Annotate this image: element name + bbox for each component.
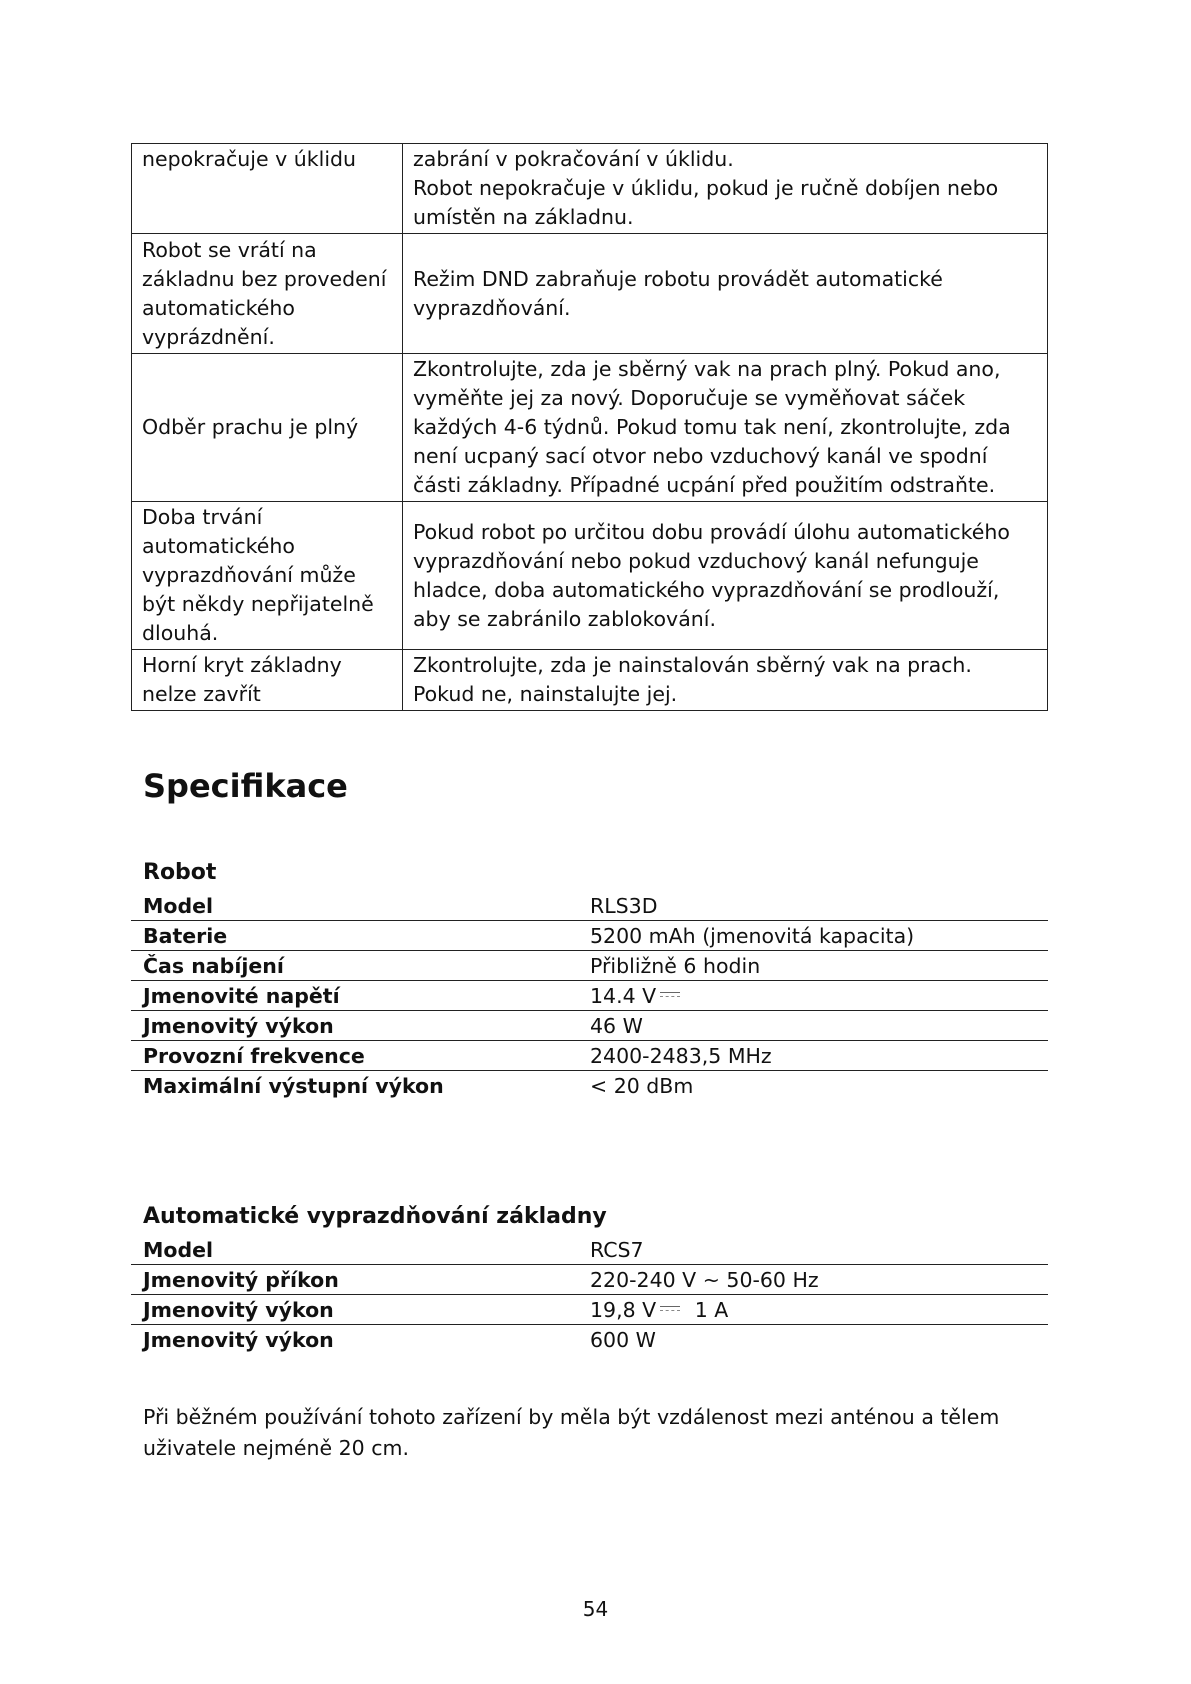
spec-key: Jmenovitý výkon — [143, 1298, 334, 1322]
base-heading: Automatické vyprazdňování základny — [143, 1204, 607, 1229]
solution-cell: Režim DND zabraňuje robotu provádět automatické vyprazdňování. — [403, 234, 1048, 354]
spec-value: 220-240 V ~ 50-60 Hz — [590, 1268, 819, 1292]
issue-cell: nepokračuje v úklidu — [132, 144, 403, 234]
spec-key: Čas nabíjení — [143, 954, 284, 978]
spec-key: Baterie — [143, 924, 228, 948]
page-number: 54 — [582, 1597, 609, 1621]
table-row — [132, 234, 1048, 354]
voltage-value: 19,8 V — [590, 1298, 657, 1322]
spec-key: Jmenovitý příkon — [143, 1268, 339, 1292]
solution-cell: Pokud robot po určitou dobu provádí úlohu automatického vyprazdňování nebo pokud vzduchový kanál nefunguje hladce, doba automatického vyprazdňování se prodlouží, aby se zabránilo zablokování. — [403, 502, 1048, 650]
spec-key: Provozní frekvence — [143, 1044, 365, 1068]
robot-heading: Robot — [143, 860, 217, 885]
spec-row — [131, 981, 1048, 1011]
table-row — [132, 354, 1048, 502]
troubleshooting-table — [131, 143, 1048, 711]
spec-key: Model — [143, 894, 214, 918]
spec-value: 2400-2483,5 MHz — [590, 1044, 772, 1068]
spec-key: Jmenovité napětí — [143, 984, 340, 1008]
spec-key: Jmenovitý výkon — [143, 1328, 334, 1352]
section-title: Specifikace — [143, 767, 348, 805]
spec-value: 5200 mAh (jmenovitá kapacita) — [590, 924, 915, 948]
issue-cell: Robot se vrátí na základnu bez provedení automatického vyprázdnění. — [132, 234, 403, 354]
issue-cell: Horní kryt základny nelze zavřít — [132, 650, 403, 711]
spec-row — [131, 891, 1048, 921]
spec-value: < 20 dBm — [590, 1074, 694, 1098]
table-row — [132, 144, 1048, 234]
voltage-value: 14.4 V — [590, 984, 657, 1008]
spec-row — [131, 1295, 1048, 1325]
spec-key: Maximální výstupní výkon — [143, 1074, 444, 1098]
spec-row — [131, 951, 1048, 981]
table-row — [132, 502, 1048, 650]
spec-key: Model — [143, 1238, 214, 1262]
current-value: 1 A — [694, 1298, 729, 1322]
issue-cell: Odběr prachu je plný — [132, 354, 403, 502]
spec-value: 46 W — [590, 1014, 643, 1038]
table-row — [132, 650, 1048, 711]
spec-row — [131, 1325, 1048, 1355]
base-spec-table — [131, 1235, 1048, 1355]
solution-cell — [403, 144, 1048, 234]
spec-row — [131, 1265, 1048, 1295]
antenna-distance-note: Při běžném používání tohoto zařízení by měla být vzdálenost mezi anténou a tělem uživatele nejméně 20 cm. — [143, 1405, 1000, 1460]
spec-row — [131, 1011, 1048, 1041]
spec-row — [131, 1041, 1048, 1071]
spec-value — [590, 981, 1048, 1010]
spec-key: Jmenovitý výkon — [143, 1014, 334, 1038]
spec-value: 600 W — [590, 1328, 656, 1352]
issue-cell: Doba trvání automatického vyprazdňování může být někdy nepřijatelně dlouhá. — [132, 502, 403, 650]
spec-row — [131, 1235, 1048, 1265]
solution-text: zabrání v pokračování v úklidu. Robot nepokračuje v úklidu, pokud je ručně dobíjen nebo umístěn na základnu. — [413, 147, 999, 229]
spec-value: Přibližně 6 hodin — [590, 954, 761, 978]
spec-value — [590, 1295, 1048, 1324]
solution-cell: Zkontrolujte, zda je sběrný vak na prach plný. Pokud ano, vyměňte jej za nový. Doporučuje se vyměňovat sáček každých 4-6 týdnů. Pokud tomu tak není, zkontrolujte, zda není ucpaný sací otvor nebo vzduchový kanál ve spodní části základny. Případné ucpání před použitím odstraňte. — [403, 354, 1048, 502]
spec-value: RCS7 — [590, 1238, 644, 1262]
dc-current-icon — [660, 1304, 680, 1314]
robot-spec-table — [131, 891, 1048, 1101]
spec-row — [131, 921, 1048, 951]
dc-current-icon — [660, 990, 680, 1000]
spec-row — [131, 1071, 1048, 1101]
spec-value: RLS3D — [590, 894, 658, 918]
solution-cell: Zkontrolujte, zda je nainstalován sběrný vak na prach. Pokud ne, nainstalujte jej. — [403, 650, 1048, 711]
